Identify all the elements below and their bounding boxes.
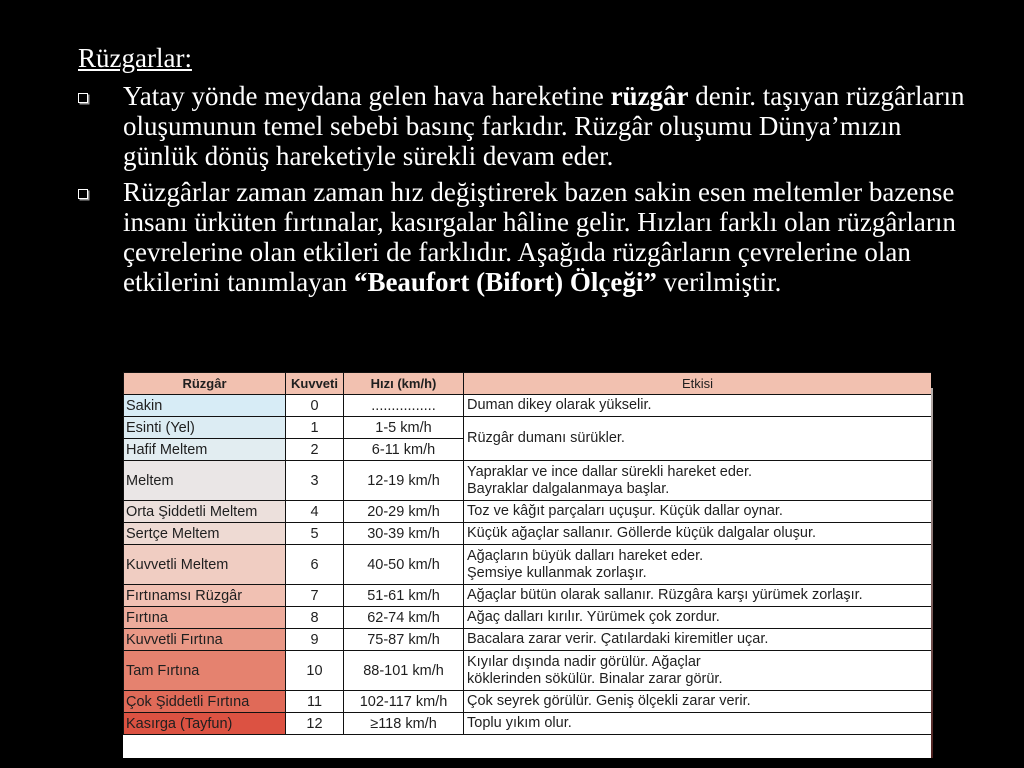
header-force: Kuvveti: [286, 373, 344, 395]
wind-name-cell: Hafif Meltem: [124, 439, 286, 461]
speed-cell: ................: [344, 395, 464, 417]
force-cell: 8: [286, 607, 344, 629]
beaufort-table: [123, 372, 931, 735]
effect-line: Toz ve kâğıt parçaları uçuşur. Küçük dallar oynar.: [467, 503, 783, 519]
effect-cell: [464, 651, 932, 691]
speed-cell: 102-117 km/h: [344, 691, 464, 713]
bullet1-text-before: Yatay yönde meydana gelen hava hareketine: [123, 81, 611, 111]
speed-cell: 20-29 km/h: [344, 501, 464, 523]
bullet1-bold: rüzgâr: [610, 81, 689, 111]
effect-cell: [464, 585, 932, 607]
force-cell: 7: [286, 585, 344, 607]
speed-cell: 51-61 km/h: [344, 585, 464, 607]
beaufort-scale-table: [123, 372, 931, 758]
effect-cell: [464, 501, 932, 523]
header-wind: Rüzgâr: [124, 373, 286, 395]
wind-name-cell: Çok Şiddetli Fırtına: [124, 691, 286, 713]
wind-name-cell: Kasırga (Tayfun): [124, 713, 286, 735]
speed-cell: 1-5 km/h: [344, 417, 464, 439]
table-row: [124, 607, 932, 629]
bullet-beaufort-intro: [78, 177, 978, 297]
table-row: [124, 713, 932, 735]
square-bullet-icon: [78, 189, 88, 199]
force-cell: 4: [286, 501, 344, 523]
bullet1-text-after: denir. taşıyan rüzgârların oluşumunun temel sebebi basınç farkıdır. Rüzgâr oluşumu Dünya’mızın günlük dönüş hareketiyle sürekli devam eder.: [123, 81, 965, 171]
effect-line: Ağaçların büyük dalları hareket eder.: [467, 547, 704, 564]
wind-name-cell: Fırtına: [124, 607, 286, 629]
effect-cell: [464, 713, 932, 735]
effect-cell: [464, 545, 932, 585]
table-row: [124, 545, 932, 585]
effect-line: Kıyılar dışında nadir görülür. Ağaçlar: [467, 653, 701, 670]
table-row: [124, 395, 932, 417]
effect-line: Duman dikey olarak yükselir.: [467, 397, 652, 413]
wind-name-cell: Fırtınamsı Rüzgâr: [124, 585, 286, 607]
wind-name-cell: Meltem: [124, 461, 286, 501]
wind-name-cell: Kuvvetli Meltem: [124, 545, 286, 585]
bullet-wind-definition: [78, 81, 978, 171]
table-body: [124, 395, 932, 735]
speed-cell: 88-101 km/h: [344, 651, 464, 691]
force-cell: 3: [286, 461, 344, 501]
force-cell: 11: [286, 691, 344, 713]
effect-line-2: Şemsiye kullanmak zorlaşır.: [467, 564, 647, 581]
effect-line: Ağaçlar bütün olarak sallanır. Rüzgâra karşı yürümek zorlaşır.: [467, 587, 863, 603]
effect-line: Ağaç dalları kırılır. Yürümek çok zordur.: [467, 609, 720, 625]
table-row: [124, 651, 932, 691]
speed-cell: 62-74 km/h: [344, 607, 464, 629]
wind-name-cell: Orta Şiddetli Meltem: [124, 501, 286, 523]
table-row: [124, 461, 932, 501]
force-cell: 5: [286, 523, 344, 545]
effect-cell: [464, 523, 932, 545]
effect-cell: [464, 691, 932, 713]
wind-name-cell: Sakin: [124, 395, 286, 417]
wind-name-cell: Esinti (Yel): [124, 417, 286, 439]
speed-cell: ≥118 km/h: [344, 713, 464, 735]
bullet-list: [78, 81, 978, 297]
header-effect: Etkisi: [464, 373, 932, 395]
force-cell: 6: [286, 545, 344, 585]
table-row: [124, 629, 932, 651]
effect-line: Çok seyrek görülür. Geniş ölçekli zarar verir.: [467, 693, 751, 709]
wind-name-cell: Tam Fırtına: [124, 651, 286, 691]
force-cell: 9: [286, 629, 344, 651]
effect-line: Küçük ağaçlar sallanır. Göllerde küçük dalgalar oluşur.: [467, 525, 816, 541]
effect-line-2: Bayraklar dalgalanmaya başlar.: [467, 480, 670, 497]
speed-cell: 6-11 km/h: [344, 439, 464, 461]
table-row: [124, 585, 932, 607]
table-row: [124, 501, 932, 523]
slide-heading: Rüzgarlar:: [78, 43, 192, 73]
effect-line: Bacalara zarar verir. Çatılardaki kiremitler uçar.: [467, 631, 769, 647]
effect-cell: [464, 461, 932, 501]
effect-line: Toplu yıkım olur.: [467, 715, 572, 731]
effect-cell: [464, 629, 932, 651]
effect-cell: [464, 395, 932, 417]
force-cell: 0: [286, 395, 344, 417]
effect-cell: Rüzgâr dumanı sürükler.: [464, 417, 932, 461]
effect-line-2: köklerinden sökülür. Binalar zarar görür.: [467, 670, 723, 687]
effect-cell: [464, 607, 932, 629]
bullet2-bold: “Beaufort (Bifort) Ölçeği”: [353, 267, 657, 297]
force-cell: 2: [286, 439, 344, 461]
bullet2-text-after: verilmiştir.: [656, 267, 782, 297]
wind-name-cell: Kuvvetli Fırtına: [124, 629, 286, 651]
wind-name-cell: Sertçe Meltem: [124, 523, 286, 545]
table-header-row: [124, 373, 932, 395]
force-cell: 10: [286, 651, 344, 691]
speed-cell: 75-87 km/h: [344, 629, 464, 651]
effect-line: Yapraklar ve ince dallar sürekli hareket eder.: [467, 463, 753, 480]
speed-cell: 40-50 km/h: [344, 545, 464, 585]
speed-cell: 30-39 km/h: [344, 523, 464, 545]
bullet2-text-before: Rüzgârlar zaman zaman hız değiştirerek bazen sakin esen meltemler bazense insanı ürküten fırtınalar, kasırgalar hâline gelir. Hızları farklı olan rüzgârların çevrelerine olan etkileri de farklıdır. Aşağıda rüzgârların çevrelerine olan etkilerini tanımlayan: [123, 177, 956, 297]
force-cell: 1: [286, 417, 344, 439]
force-cell: 12: [286, 713, 344, 735]
table-row: [124, 417, 932, 439]
table-row: [124, 523, 932, 545]
table-row: [124, 691, 932, 713]
speed-cell: 12-19 km/h: [344, 461, 464, 501]
square-bullet-icon: [78, 93, 88, 103]
header-speed: Hızı (km/h): [344, 373, 464, 395]
